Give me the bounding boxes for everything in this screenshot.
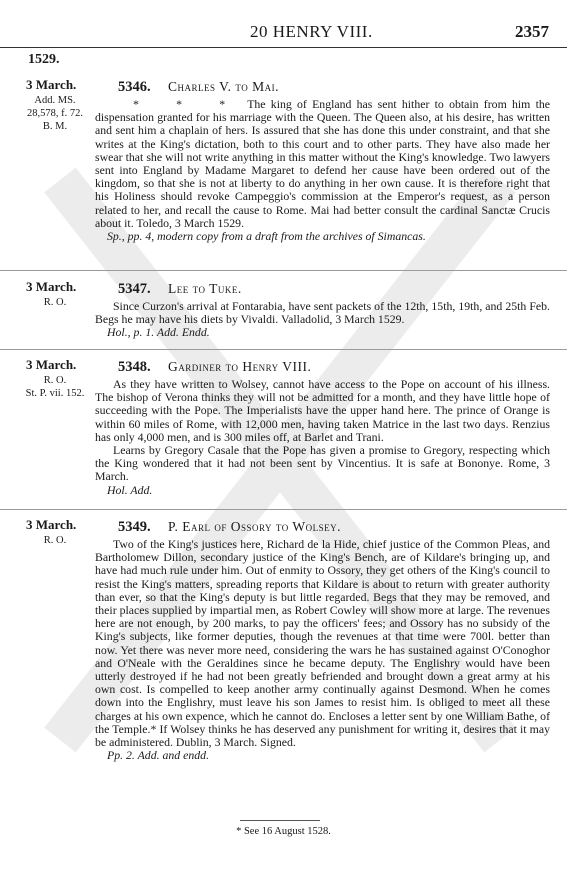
entry-ref: Add. MS. [34,95,76,106]
entry-title: Charles V. to Mai. [168,79,279,94]
entry-paragraph: Two of the King's justices here, Richard de la Hide, chief justice of the Common Pleas, and Bartholomew Dillon, secondary justice of the King's Bench, are of Kildare's bringing up, and have had much rule under him. Out of enmity to Ossory, they get others of the King's council to resist the King's matters, spreading reports that Kildare is about to return with greater authority than ever, so that the King's deputy is but little regarded. Begs that they may be removed, and their places supplied by impartial men, as Robert Cowley will show more at large. The revenues here are not enough, by 200 marks, to pay the officers' fees; and Ossory has no subsidy of the King's subjects, like former deputies, though the revenues at that time were 700l. better than now. Yet there was never more need, considering the wars he has sustained against O'Conoghor and O'Neale with the Geraldines since he became deputy. The Englishry would have been utterly destroyed if he had not been greatly befriended and brought down a great army at his own cost. Is compelled to keep another army continually against Desmond. When he comes down into the Englishry, must leave his son James to resist him. Is obliged to meet all these charges at his own expence, which he cannot do. Encloses a letter sent by one William Bathe, of the Temple.* If Wolsey thinks he has deserved any punishment for writing it, desires that it may be administered. Dublin, 3 March. Signed. [95,537,550,750]
entry-ref: B. M. [42,121,68,132]
entry-separator [0,509,567,510]
entry-margin [20,78,90,133]
entry-heading [118,78,279,96]
entry-date: 3 March. [26,77,77,92]
entry-source: Hol. Add. [107,482,153,497]
entry-date: 3 March. [26,517,77,532]
entry-body [95,98,550,243]
entry-body [95,378,550,497]
footnote: * See 16 August 1528. [236,826,331,837]
entry-paragraph: Since Curzon's arrival at Fontarabia, have sent packets of the 12th, 15th, 19th, and 25th Feb. Begs he may have his diets by Vivaldi. Valladolid, 3 March 1529. [95,299,550,327]
entry-ref: R. O. [43,297,67,308]
running-head [0,20,567,44]
entry-body [95,300,550,340]
entry-source: Hol., p. 1. Add. Endd. [107,325,210,340]
entry-heading [118,518,341,536]
entry-title: Gardiner to Henry VIII. [168,359,312,374]
page-number: 2357 [515,22,549,41]
entry-title: P. Earl of Ossory to Wolsey. [168,519,341,534]
year-label: 1529. [28,52,60,67]
entry-ref: R. O. [43,535,67,546]
entry-date: 3 March. [26,279,77,294]
entry-text: The king of England has sent hither to obtain from him the dispensation granted for his marriage with the Queen. The Queen also, at his desire, has written and sent him a chaplain of hers. Is assured that she has done this under constraint, and that she writes at the King's dictation, both to this court and to other parts. They have also made her swear that she will not write anything in this matter without the King's knowledge. Two lawyers sent into England by Madame Margaret to defend her cause have been ordered out of the kingdom, so that she is not at liberty to do anything in her own cause. It is therefore right that his Holiness should revoke Campeggio's commission at the Emperor's request, as a person related to her, and recall the cause to Rome. Mai had better consult the cardinal Sanctæ Crucis about it. Toledo, 3 March 1529. [95,97,551,230]
entry-number: 5346. [118,79,151,95]
entry-number: 5348. [118,359,151,375]
entry-number: 5349. [118,519,151,535]
footnote-rule [240,820,320,821]
entry-ref: 28,578, f. 72. [27,108,83,119]
entry-ref: R. O. [43,375,67,386]
entry-source: Pp. 2. Add. and endd. [107,748,210,763]
entry-date: 3 March. [26,357,77,372]
entry-body [95,538,550,762]
entry-ref: St. P. vii. 152. [25,388,85,399]
entry-source: Sp., pp. 4, modern copy from a draft from the archives of Simancas. [107,229,426,244]
entry-separator [0,270,567,271]
entry-paragraph: As they have written to Wolsey, cannot have access to the Pope on account of his illness. The bishop of Verona thinks they will not be admitted for a month, and they have little hope of succeeding with the Pope. The Imperialists have the upper hand here. The prince of Orange is within 60 miles of Rome, with 12,000 men, having taken Matrice in the last two days. Renzius has only 4,000 men, and is 300 miles off, at Barlet and Trani. [95,377,550,444]
omission-asterisks: * * * [133,97,242,111]
entry-margin [20,280,90,309]
running-head-title: 20 HENRY VIII. [250,22,373,41]
entry-separator [0,349,567,350]
entry-margin [20,518,90,547]
entry-number: 5347. [118,281,151,297]
entry-heading [118,358,311,376]
entry-margin [20,358,90,400]
header-rule [0,47,567,48]
entry-paragraph [95,98,550,230]
entry-title: Lee to Tuke. [168,281,242,296]
entry-heading [118,280,242,298]
entry-paragraph: Learns by Gregory Casale that the Pope has given a promise to Gregory, respecting which the King wondered that it had not been sent by Vincentius. It is safe at Bononye. Rome, 3 March. [95,443,550,484]
